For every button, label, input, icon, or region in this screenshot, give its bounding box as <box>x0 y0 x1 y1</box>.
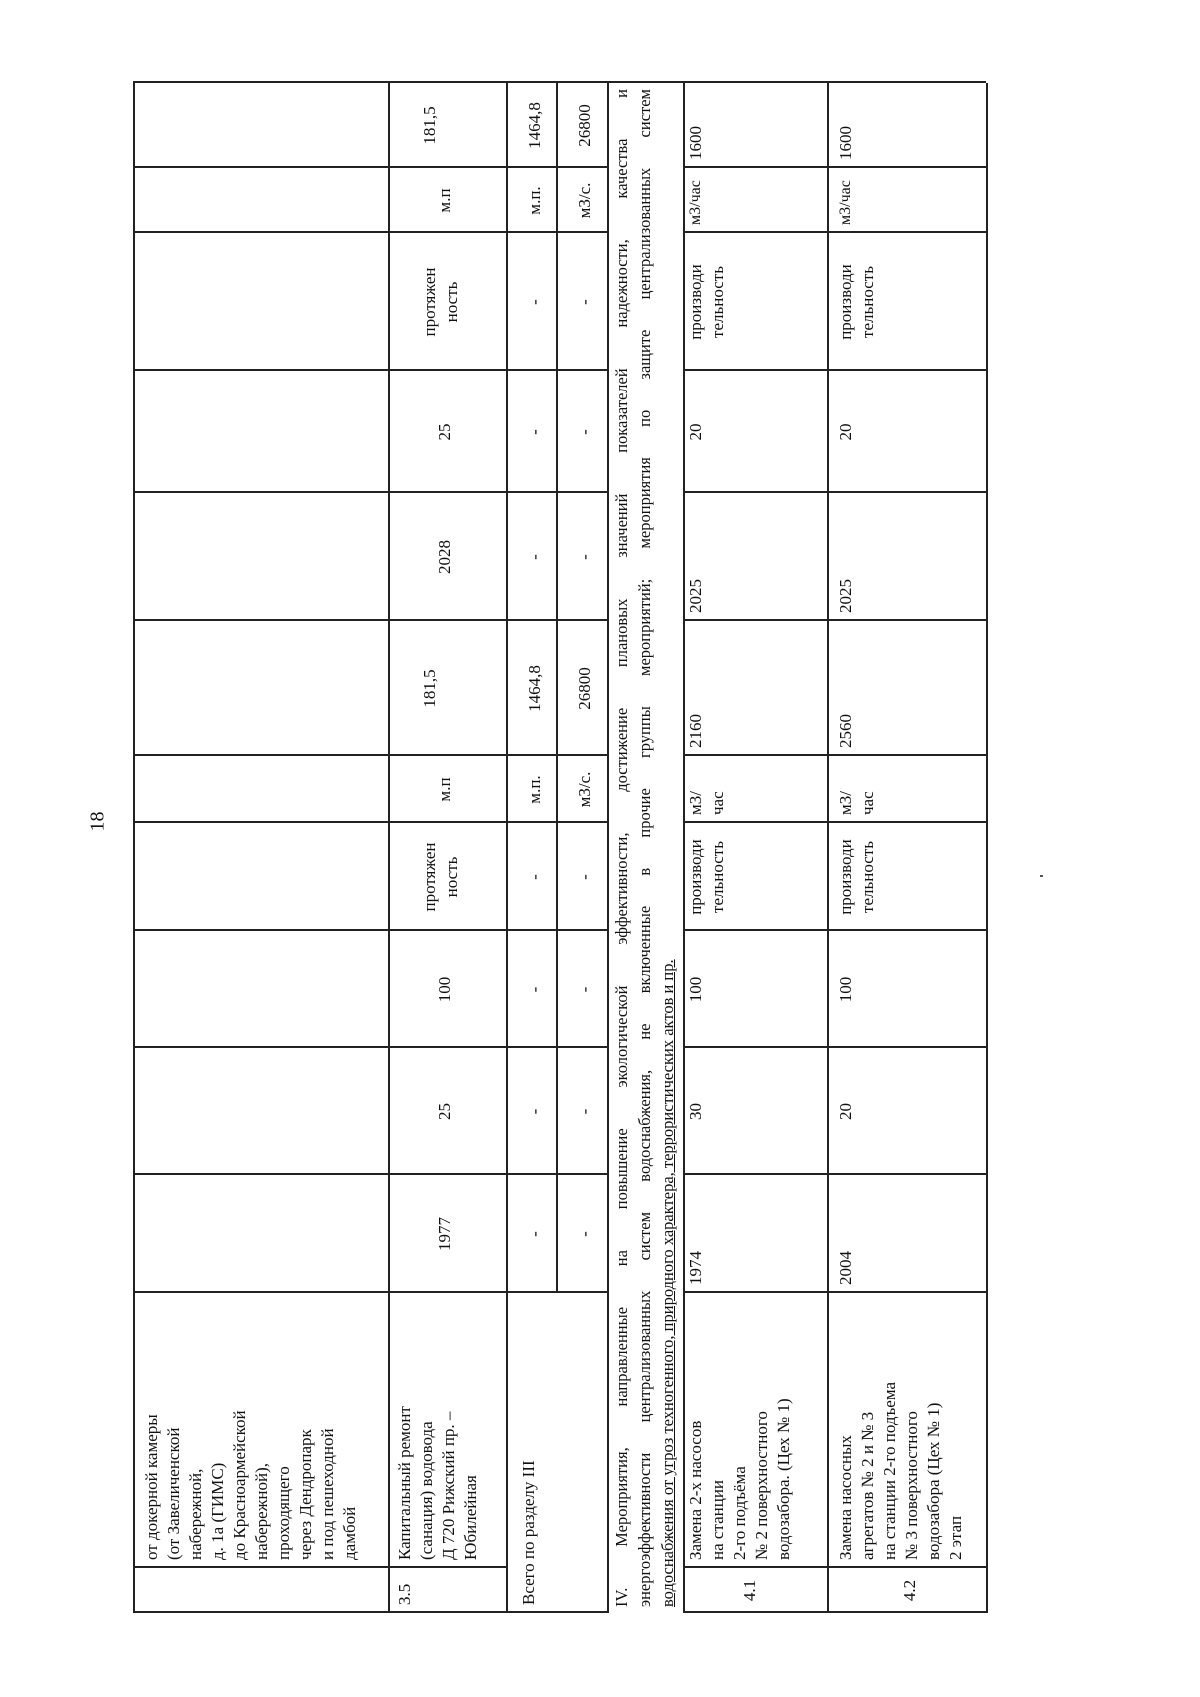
row-4-1-indicator-after: производи тельность <box>686 264 727 340</box>
row-4-2-value-after: 1600 <box>836 126 855 160</box>
row-4-1-value-before: 2160 <box>686 714 705 748</box>
total-row-2-unit-before: м3/с. <box>575 771 594 808</box>
row-3-5-indicator-after: протяжен ность <box>420 267 461 337</box>
row-3-5-num: 3.5 <box>395 1583 414 1605</box>
total-row-2-unit-after: м3/с. <box>575 182 594 219</box>
total-row-1-unit-before: м.п. <box>525 775 544 804</box>
row-4-1-year-planned: 2025 <box>686 579 705 613</box>
total-row-2-year-built: - <box>575 1231 594 1237</box>
row-border <box>607 83 609 1613</box>
continuation-name: от докерной камеры (от Завеличенской набережной, д. 1а (ГИМС) до Красноармейской набережной), проходящего через Дендропарк и под пешеходной дамбой <box>142 1410 359 1560</box>
total-row-1-indicator-before: - <box>525 874 544 880</box>
row-4-2-name: Замена насосных агрегатов № 2 и № 3 на станции 2-го подъема № 3 поверхностного водозабора (Цех № 1) 2 этап <box>836 1381 965 1560</box>
total-row-1-year-built: - <box>525 1231 544 1237</box>
row-3-5-wear-after: 25 <box>435 423 454 441</box>
row-4-2-year-planned: 2025 <box>836 579 855 613</box>
row-4-2-indicator-before: производи тельность <box>836 839 877 915</box>
total-row-1-value-before: 1464,8 <box>525 665 544 712</box>
rotated-table <box>133 83 1063 1613</box>
row-3-5-name: Капитальный ремонт (санация) водовода Д 720 Рижский пр. – Юбилейная <box>395 1406 480 1560</box>
row-border <box>556 83 558 1293</box>
row-3-5-indicator-before: протяжен ность <box>420 842 461 912</box>
row-4-1-wear-after: 20 <box>686 423 705 441</box>
row-4-2-num: 4.2 <box>900 1579 919 1602</box>
row-4-1-value-after: 1600 <box>686 126 705 160</box>
row-3-5-unit-before: м.п <box>435 777 454 802</box>
row-4-2-wear-after: 20 <box>836 423 855 441</box>
row-3-5-year-planned: 2028 <box>435 540 454 574</box>
row-4-2-unit-before: м3/ час <box>836 791 877 815</box>
row-border <box>986 83 988 1613</box>
total-row-2-year-planned: - <box>575 554 594 560</box>
total-row-1-wear: - <box>525 1108 544 1115</box>
row-4-1-name: Замена 2-х насосов на станции 2-го подъёма № 2 поверхностного водозабора. (Цех № 1) <box>686 1398 793 1560</box>
row-3-5-value-after: 181,5 <box>420 106 439 145</box>
row-4-1-unit-after: м3/час <box>687 180 704 225</box>
page-number: 18 <box>86 811 109 832</box>
row-3-5-year-built: 1977 <box>435 1217 454 1251</box>
row-4-2-wear: 20 <box>836 1103 855 1120</box>
total-row-2-loss: - <box>575 986 594 993</box>
scan-speck <box>1040 875 1043 877</box>
total-row-1-unit-after: м.п. <box>525 186 544 215</box>
row-3-5-loss: 100 <box>435 976 454 1003</box>
row-4-2-indicator-after: производи тельность <box>836 264 877 340</box>
total-row-2-indicator-before: - <box>575 874 594 880</box>
row-4-1-wear: 30 <box>686 1103 705 1120</box>
total-row-1-indicator-after: - <box>525 299 544 305</box>
total-section-3-label: Всего по разделу III <box>519 1460 538 1605</box>
row-4-1-indicator-before: производи тельность <box>686 839 727 915</box>
row-4-1-unit-before: м3/ час <box>686 791 727 815</box>
row-3-5-wear: 25 <box>435 1103 454 1120</box>
row-4-1-num: 4.1 <box>740 1579 759 1602</box>
col-border <box>683 1612 986 1614</box>
total-row-2-wear: - <box>575 1108 594 1115</box>
total-row-2-value-before: 26800 <box>575 667 594 710</box>
row-4-2-loss: 100 <box>836 976 855 1003</box>
total-row-1-year-planned: - <box>525 554 544 560</box>
total-row-1-loss: - <box>525 986 544 993</box>
row-4-2-unit-after: м3/час <box>837 180 854 225</box>
section-4-line-3: водоснабжения от угроз техногенного, природного характера, террористических актов и пр. <box>658 959 677 1607</box>
total-row-2-wear-after: - <box>575 429 594 435</box>
total-row-2-indicator-after: - <box>575 299 594 305</box>
row-4-2-value-before: 2560 <box>836 714 855 748</box>
row-3-5-value-before: 181,5 <box>420 669 439 708</box>
total-row-1-wear-after: - <box>525 429 544 435</box>
row-4-1-loss: 100 <box>686 976 705 1003</box>
section-4-line-2: энергоэффективности централизованных систем водоснабжения, не включенные в прочие группы мероприятий; мероприятия по защите централизованных систем <box>635 89 654 1607</box>
row-4-2-year-built: 2004 <box>836 1251 855 1285</box>
total-row-2-value-after: 26800 <box>575 104 594 147</box>
section-4-line-1: IV. Мероприятия, направленные на повышение экологической эффективности, достижение плановых значений показателей надежности, качества и <box>612 89 631 1607</box>
row-4-1-year-built: 1974 <box>686 1251 705 1285</box>
row-3-5-unit-after: м.п <box>435 188 454 213</box>
total-row-1-value-after: 1464,8 <box>525 102 544 149</box>
